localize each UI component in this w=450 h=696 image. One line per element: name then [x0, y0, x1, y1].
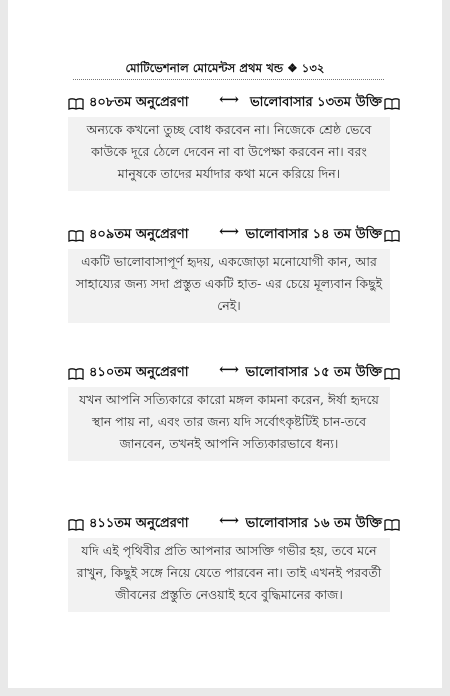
quote-entry — [68, 363, 390, 461]
entry-topic: ভালোবাসার ১৬ তম উক্তি — [245, 516, 382, 531]
double-arrow-icon: ⟷ — [219, 362, 240, 378]
entry-body — [68, 538, 390, 612]
quote-entry — [68, 514, 390, 612]
open-book-icon — [384, 519, 400, 531]
entry-line: যখন আপনি সত্যিকারে কারো মঙ্গল কামনা করেন, ঈর্ষা হৃদয়ে — [79, 392, 379, 407]
open-book-icon — [68, 519, 84, 531]
entry-title — [68, 514, 390, 534]
entry-title — [68, 93, 390, 113]
entry-number: ৪০৯তম অনুপ্রেরণা — [89, 227, 189, 242]
entry-number: ৪০৮তম অনুপ্রেরণা — [89, 95, 189, 110]
entry-line: রাখুন, কিছুই সঙ্গে নিয়ে যেতে পারবেন না। তাই এখনই পরবর্তী — [76, 565, 382, 580]
entry-line: সাহায্যের জন্য সদা প্রস্তুত একটি হাত- এর চেয়ে মূল্যবান কিছুই — [75, 276, 383, 291]
header-divider — [73, 79, 384, 80]
entry-topic: ভালোবাসার ১৪ তম উক্তি — [245, 227, 382, 242]
entry-line: মানুষকে তাদের মর্যাদার কথা মনে করিয়ে দিন। — [117, 166, 341, 181]
quote-entry — [68, 225, 390, 323]
open-book-icon — [68, 98, 84, 110]
entry-line: জীবনের প্রস্তুতি নেওয়াই হবে বুদ্ধিমানের কাজ। — [115, 587, 343, 602]
open-book-icon — [384, 230, 400, 242]
open-book-icon — [68, 230, 84, 242]
book-page — [8, 0, 442, 688]
open-book-icon — [384, 98, 400, 110]
double-arrow-icon: ⟷ — [219, 92, 240, 108]
quote-entry — [68, 93, 390, 191]
entry-line: কাউকে দূরে ঠেলে দেবেন না বা উপেক্ষা করবেন না। বরং — [91, 144, 367, 159]
open-book-icon — [384, 368, 400, 380]
entry-line: অন্যকে কখনো তুচ্ছ বোধ করবেন না। নিজেকে শ্রেষ্ঠ ভেবে — [86, 122, 372, 137]
entry-body — [68, 249, 390, 323]
double-arrow-icon: ⟷ — [219, 513, 240, 529]
entry-line: একটি ভালোবাসাপূর্ণ হৃদয়, একজোড়া মনোযোগী কান, আর — [81, 254, 377, 269]
entry-line: জানবেন, তখনই আপনি সত্যিকারভাবে ধন্য। — [119, 436, 339, 451]
entry-number: ৪১০তম অনুপ্রেরণা — [89, 365, 189, 380]
entry-number: ৪১১তম অনুপ্রেরণা — [89, 516, 189, 531]
entry-topic: ভালোবাসার ১৫ তম উক্তি — [245, 365, 382, 380]
entry-title — [68, 225, 390, 245]
entry-title — [68, 363, 390, 383]
entry-line: স্থান পায় না, এবং তার জন্য যদি সর্বোৎকৃষ্টটিই চান-তবে — [91, 414, 367, 429]
entry-body — [68, 387, 390, 461]
entry-body — [68, 117, 390, 191]
open-book-icon — [68, 368, 84, 380]
entry-topic: ভালোবাসার ১৩তম উক্তি — [249, 95, 382, 110]
page-header: মোটিভেশনাল মোমেন্টস প্রথম খন্ড ❖ ১৩২ — [125, 61, 325, 75]
double-arrow-icon: ⟷ — [219, 224, 240, 240]
entry-line: নেই। — [217, 298, 241, 313]
entry-line: যদি এই পৃথিবীর প্রতি আপনার আসক্তি গভীর হয়, তবে মনে — [81, 543, 377, 558]
